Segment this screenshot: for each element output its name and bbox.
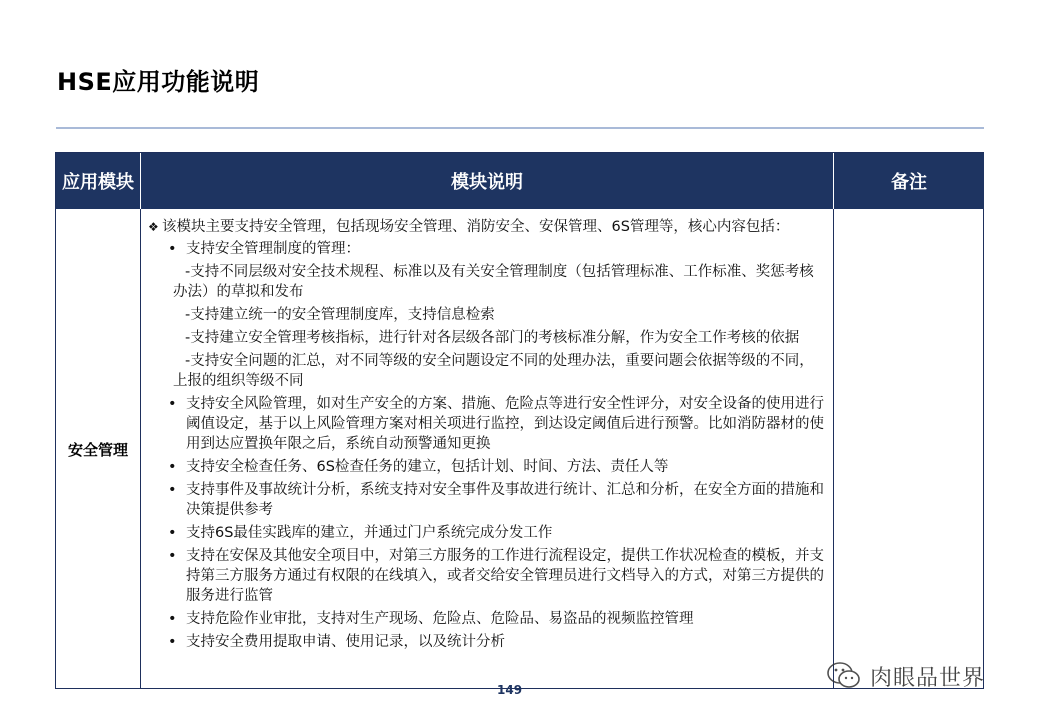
bullet-icon: •: [168, 525, 177, 541]
list-item: [148, 546, 828, 606]
wechat-icon: [826, 660, 862, 692]
function-table: [55, 152, 984, 689]
list-item: [148, 523, 828, 543]
list-item-text: 支持安全风险管理，如对生产安全的方案、措施、危险点等进行安全性评分，对安全设备的使用进行阈值设定，基于以上风险管理方案对相关项进行监控，到达设定阈值后进行预警。比如消防器材的使用到达应置换年限之后，系统自动预警通知更换: [186, 396, 824, 452]
list-item-text: 支持事件及事故统计分析，系统支持对安全事件及事故进行统计、汇总和分析，在安全方面的措施和决策提供参考: [186, 482, 824, 518]
watermark: [826, 660, 985, 692]
list-item: [148, 480, 828, 520]
sub-item: -支持建立统一的安全管理制度库，支持信息检索: [185, 307, 495, 323]
list-item: [148, 632, 828, 652]
watermark-text: 肉眼品世界: [870, 665, 986, 691]
module-cell: 安全管理: [67, 440, 128, 459]
bullet-icon: •: [168, 482, 177, 498]
list-item-text: 支持危险作业审批，支持对生产现场、危险点、危险品、易盗品的视频监控管理: [186, 611, 694, 627]
list-item-text: 支持安全管理制度的管理：: [186, 241, 360, 257]
description-cell: [148, 217, 828, 655]
column-divider: [140, 209, 141, 689]
bullet-icon: •: [168, 241, 177, 257]
bullet-icon: •: [168, 634, 177, 650]
list-item: [148, 609, 828, 629]
header-description: 模块说明: [141, 153, 833, 209]
intro-paragraph: [148, 217, 828, 237]
header-module: 应用模块: [56, 153, 140, 209]
bullet-icon: •: [168, 548, 177, 564]
list-item: [148, 394, 828, 454]
page-number: 149: [497, 683, 523, 697]
page-title: HSE应用功能说明: [57, 68, 260, 96]
list-item-text: 支持在安保及其他安全项目中，对第三方服务的工作进行流程设定，提供工作状况检查的模板，并支持第三方服务方通过有权限的在线填入，或者交给安全管理员进行文档导入的方式，对第三方提供的服务进行监管: [186, 548, 824, 604]
sub-item: -支持不同层级对安全技术规程、标准以及有关安全管理制度（包括管理标准、工作标准、奖惩考核办法）的草拟和发布: [173, 264, 814, 300]
bullet-icon: •: [168, 459, 177, 475]
title-divider: [56, 127, 984, 129]
intro-text: 该模块主要支持安全管理，包括现场安全管理、消防安全、安保管理、6S管理等，核心内容包括：: [162, 219, 790, 235]
sub-item: -支持安全问题的汇总，对不同等级的安全问题设定不同的处理办法，重要问题会依据等级的不同，上报的组织等级不同: [173, 353, 814, 389]
bullet-icon: •: [168, 396, 177, 412]
bullet-icon: •: [168, 611, 177, 627]
sub-item: -支持建立安全管理考核指标，进行针对各层级各部门的考核标准分解，作为安全工作考核的依据: [185, 330, 800, 346]
list-item-text: 支持6S最佳实践库的建立，并通过门户系统完成分发工作: [186, 525, 553, 541]
column-divider: [833, 209, 834, 689]
list-item-text: 支持安全费用提取申请、使用记录，以及统计分析: [186, 634, 505, 650]
diamond-bullet-icon: ❖: [148, 220, 159, 234]
list-item: [148, 457, 828, 477]
list-item-text: 支持安全检查任务、6S检查任务的建立，包括计划、时间、方法、责任人等: [186, 459, 669, 475]
list-item: [148, 239, 828, 259]
header-note: 备注: [834, 153, 984, 209]
